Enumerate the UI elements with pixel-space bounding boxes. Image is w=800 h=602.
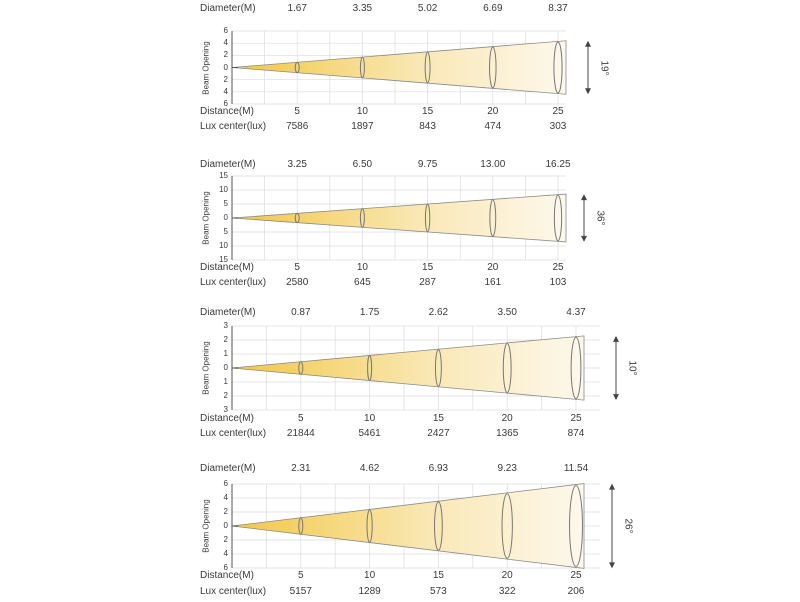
diameter-value: 2.31 xyxy=(291,463,311,474)
beam-chart-2 xyxy=(0,158,800,298)
lux-value: 1365 xyxy=(496,428,519,439)
y-tick-label: 1 xyxy=(223,349,228,358)
lux-value: 303 xyxy=(549,121,567,132)
distance-value: 15 xyxy=(432,413,444,424)
diameter-value: 8.37 xyxy=(548,3,568,14)
beam-cone xyxy=(232,484,584,569)
diameter-value: 6.69 xyxy=(483,3,503,14)
lux-value: 2427 xyxy=(427,428,450,439)
diameter-value: 1.75 xyxy=(359,307,380,318)
diameter-value: 5.02 xyxy=(417,3,438,14)
lux-value: 5157 xyxy=(289,586,312,597)
angle-arrow-head-top xyxy=(609,484,615,490)
y-tick-label: 10 xyxy=(219,185,228,194)
distance-value: 5 xyxy=(294,106,300,117)
distance-value: 5 xyxy=(298,570,304,581)
y-axis-label: Beam Opening xyxy=(201,499,211,553)
lux-value: 2580 xyxy=(286,277,309,288)
lux-value: 645 xyxy=(354,277,371,288)
beam-chart-1 xyxy=(0,2,800,142)
lux-value: 21844 xyxy=(286,428,315,439)
beam-chart-4 xyxy=(0,462,800,602)
diameter-value: 13.00 xyxy=(480,159,506,170)
y-tick-label: 2 xyxy=(223,74,228,84)
distance-value: 25 xyxy=(570,413,582,424)
diameter-value: 4.37 xyxy=(566,307,586,318)
diameter-value: 6.50 xyxy=(352,159,373,170)
distance-value: 5 xyxy=(294,262,300,273)
y-tick-label: 15 xyxy=(219,171,228,180)
distance-row-label: Distance(M) xyxy=(200,106,254,117)
distance-value: 5 xyxy=(298,413,304,424)
y-tick-label: 2 xyxy=(223,50,228,60)
diameter-row-label: Diameter(M) xyxy=(200,3,256,14)
distance-value: 10 xyxy=(364,570,376,581)
y-tick-label: 4 xyxy=(223,86,228,96)
y-tick-label: 6 xyxy=(223,99,228,108)
diameter-value: 2.62 xyxy=(428,307,449,318)
lux-value: 1897 xyxy=(351,121,374,132)
y-tick-label: 2 xyxy=(223,507,228,516)
diameter-row-label: Diameter(M) xyxy=(200,463,256,474)
distance-value: 10 xyxy=(356,262,368,273)
chart-plot-area xyxy=(0,306,800,446)
y-axis-label: Beam Opening xyxy=(201,191,211,245)
distance-row-label: Distance(M) xyxy=(200,570,254,581)
beam-cone xyxy=(232,194,566,242)
lux-value: 103 xyxy=(549,277,567,288)
y-tick-label: 3 xyxy=(223,321,228,330)
lux-value: 161 xyxy=(484,277,502,288)
chart-plot-area xyxy=(0,2,800,142)
lux-value: 322 xyxy=(498,586,516,597)
y-tick-label: 4 xyxy=(223,38,228,48)
chart-plot-area xyxy=(0,462,800,602)
diameter-value: 6.93 xyxy=(428,463,449,474)
y-tick-label: 15 xyxy=(219,255,228,264)
y-tick-label: 4 xyxy=(223,549,228,558)
lux-value: 1289 xyxy=(358,586,381,597)
y-tick-label: 10 xyxy=(219,241,228,250)
angle-arrow-head-bottom xyxy=(585,88,591,94)
y-tick-label: 6 xyxy=(223,563,228,572)
lux-row-label: Lux center(lux) xyxy=(200,277,267,288)
beam-angle-label: 10° xyxy=(626,360,638,376)
y-tick-label: 0 xyxy=(223,363,228,372)
distance-value: 15 xyxy=(422,262,434,273)
angle-arrow-head-top xyxy=(585,41,591,47)
y-tick-label: 5 xyxy=(223,199,228,208)
diameter-value: 0.87 xyxy=(291,307,311,318)
y-tick-label: 2 xyxy=(223,335,228,344)
y-tick-label: 4 xyxy=(223,493,228,502)
distance-value: 25 xyxy=(570,570,582,581)
distance-value: 15 xyxy=(422,106,434,117)
diameter-value: 3.35 xyxy=(352,3,373,14)
lux-value: 7586 xyxy=(286,121,309,132)
distance-value: 25 xyxy=(552,262,564,273)
y-tick-label: 0 xyxy=(223,213,228,222)
y-axis-label: Beam Opening xyxy=(201,341,211,395)
angle-arrow-head-top xyxy=(581,194,587,200)
diameter-value: 4.62 xyxy=(359,463,380,474)
lux-value: 474 xyxy=(484,121,502,132)
y-tick-label: 2 xyxy=(223,535,228,544)
diameter-row-label: Diameter(M) xyxy=(200,159,256,170)
distance-value: 10 xyxy=(364,413,376,424)
distance-value: 20 xyxy=(501,413,513,424)
diameter-value: 9.23 xyxy=(497,463,517,474)
y-tick-label: 0 xyxy=(223,521,228,530)
distance-value: 20 xyxy=(487,262,499,273)
distance-value: 20 xyxy=(487,106,499,117)
diameter-row-label: Diameter(M) xyxy=(200,307,256,318)
angle-arrow-head-top xyxy=(613,336,619,342)
lux-value: 206 xyxy=(567,586,585,597)
beam-angle-label: 26° xyxy=(622,518,634,534)
angle-arrow-head-bottom xyxy=(581,236,587,242)
beam-cone xyxy=(232,336,584,400)
beam-angle-label: 36° xyxy=(594,210,606,226)
diameter-value: 3.25 xyxy=(287,159,307,170)
distance-value: 20 xyxy=(501,570,513,581)
y-tick-label: 0 xyxy=(223,62,228,72)
diameter-value: 3.50 xyxy=(497,307,517,318)
y-tick-label: 6 xyxy=(223,26,228,35)
diameter-value: 11.54 xyxy=(563,463,589,474)
y-tick-label: 2 xyxy=(223,391,228,400)
y-tick-label: 5 xyxy=(223,227,228,236)
y-tick-label: 6 xyxy=(223,479,228,488)
lux-row-label: Lux center(lux) xyxy=(200,121,267,132)
y-tick-label: 3 xyxy=(223,405,228,414)
y-tick-label: 1 xyxy=(223,377,228,386)
beam-cone xyxy=(232,41,566,94)
diameter-value: 1.67 xyxy=(287,3,307,14)
distance-value: 10 xyxy=(356,106,368,117)
lux-value: 843 xyxy=(419,121,436,132)
angle-arrow-head-bottom xyxy=(609,562,615,568)
lux-value: 573 xyxy=(430,586,447,597)
distance-value: 15 xyxy=(432,570,444,581)
distance-row-label: Distance(M) xyxy=(200,262,254,273)
angle-arrow-head-bottom xyxy=(613,394,619,400)
lux-row-label: Lux center(lux) xyxy=(200,586,267,597)
lux-value: 5461 xyxy=(358,428,381,439)
lux-row-label: Lux center(lux) xyxy=(200,428,267,439)
distance-row-label: Distance(M) xyxy=(200,413,254,424)
chart-plot-area xyxy=(0,158,800,298)
y-axis-label: Beam Opening xyxy=(201,40,211,95)
diameter-value: 16.25 xyxy=(545,159,571,170)
beam-angle-label: 19° xyxy=(598,59,610,76)
lux-value: 874 xyxy=(567,428,585,439)
lux-value: 287 xyxy=(419,277,436,288)
diameter-value: 9.75 xyxy=(417,159,438,170)
distance-value: 25 xyxy=(552,106,564,117)
beam-chart-3 xyxy=(0,306,800,446)
